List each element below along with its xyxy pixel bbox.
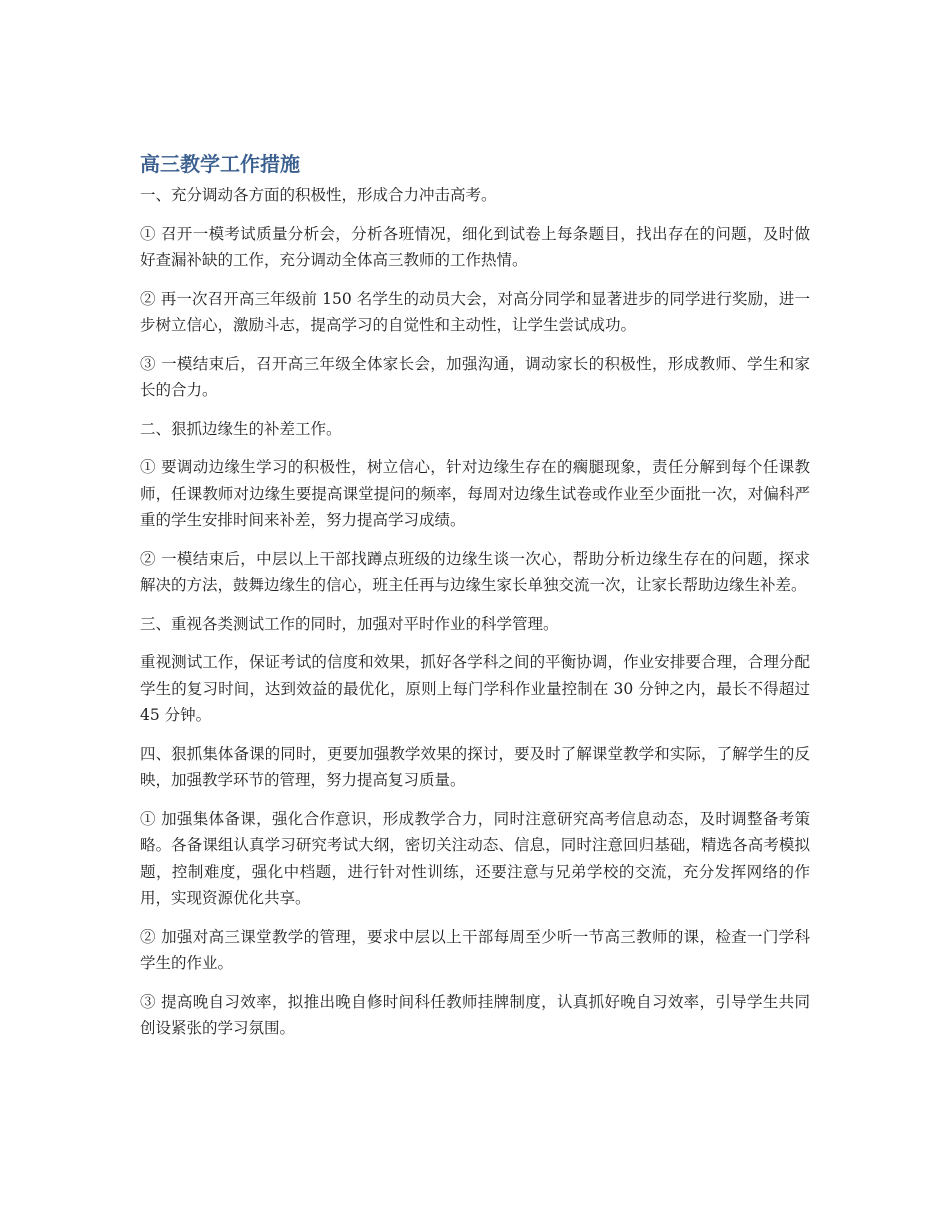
- paragraph-1-3: ③ 一模结束后，召开高三年级全体家长会，加强沟通，调动家长的积极性，形成教师、学生和家长的合力。: [140, 354, 810, 399]
- paragraph-4-2: ② 加强对高三课堂教学的管理，要求中层以上干部每周至少听一节高三教师的课，检查一门学科学生的作业。: [140, 927, 810, 972]
- paragraph-3-1: 重视测试工作，保证考试的信度和效果，抓好各学科之间的平衡协调，作业安排要合理，合理分配学生的复习时间，达到效益的最优化，原则上每门学科作业量控制在 30 分钟之内，最长不得超过 45 分钟。: [140, 653, 810, 724]
- document-title: 高三教学工作措施: [140, 152, 300, 176]
- paragraph-2-1: ① 要调动边缘生学习的积极性，树立信心，针对边缘生存在的瘸腿现象，责任分解到每个任课教师，任课教师对边缘生要提高课堂提问的频率，每周对边缘生试卷或作业至少面批一次，对偏科严重的学生安排时间来补差，努力提高学习成绩。: [140, 458, 810, 529]
- section-heading-4: 四、狠抓集体备课的同时，更要加强教学效果的探讨，要及时了解课堂教学和实际，了解学生的反映，加强教学环节的管理，努力提高复习质量。: [140, 744, 810, 789]
- paragraph-4-1: ① 加强集体备课，强化合作意识，形成教学合力，同时注意研究高考信息动态，及时调整备考策略。各备课组认真学习研究考试大纲，密切关注动态、信息，同时注意回归基础，精选各高考模拟题，控制难度，强化中档题，进行针对性训练，还要注意与兄弟学校的交流，充分发挥网络的作用，实现资源优化共享。: [140, 809, 810, 907]
- section-heading-1: 一、充分调动各方面的积极性，形成合力冲击高考。: [140, 186, 497, 204]
- section-heading-2: 二、狠抓边缘生的补差工作。: [140, 419, 342, 438]
- paragraph-1-1: ① 召开一模考试质量分析会，分析各班情况，细化到试卷上每条题目，找出存在的问题，及时做好查漏补缺的工作，充分调动全体高三教师的工作热情。: [140, 224, 810, 269]
- paragraph-2-2: ② 一模结束后，中层以上干部找蹲点班级的边缘生谈一次心，帮助分析边缘生存在的问题，探求解决的方法，鼓舞边缘生的信心，班主任再与边缘生家长单独交流一次，让家长帮助边缘生补差。: [140, 549, 810, 594]
- paragraph-4-3: ③ 提高晚自习效率，拟推出晚自修时间科任教师挂牌制度，认真抓好晚自习效率，引导学生共同创设紧张的学习氛围。: [140, 992, 810, 1037]
- section-heading-3: 三、重视各类测试工作的同时，加强对平时作业的科学管理。: [140, 614, 559, 633]
- paragraph-1-2: ② 再一次召开高三年级前 150 名学生的动员大会，对高分同学和显著进步的同学进行奖励，进一步树立信心，激励斗志，提高学习的自觉性和主动性，让学生尝试成功。: [140, 289, 810, 334]
